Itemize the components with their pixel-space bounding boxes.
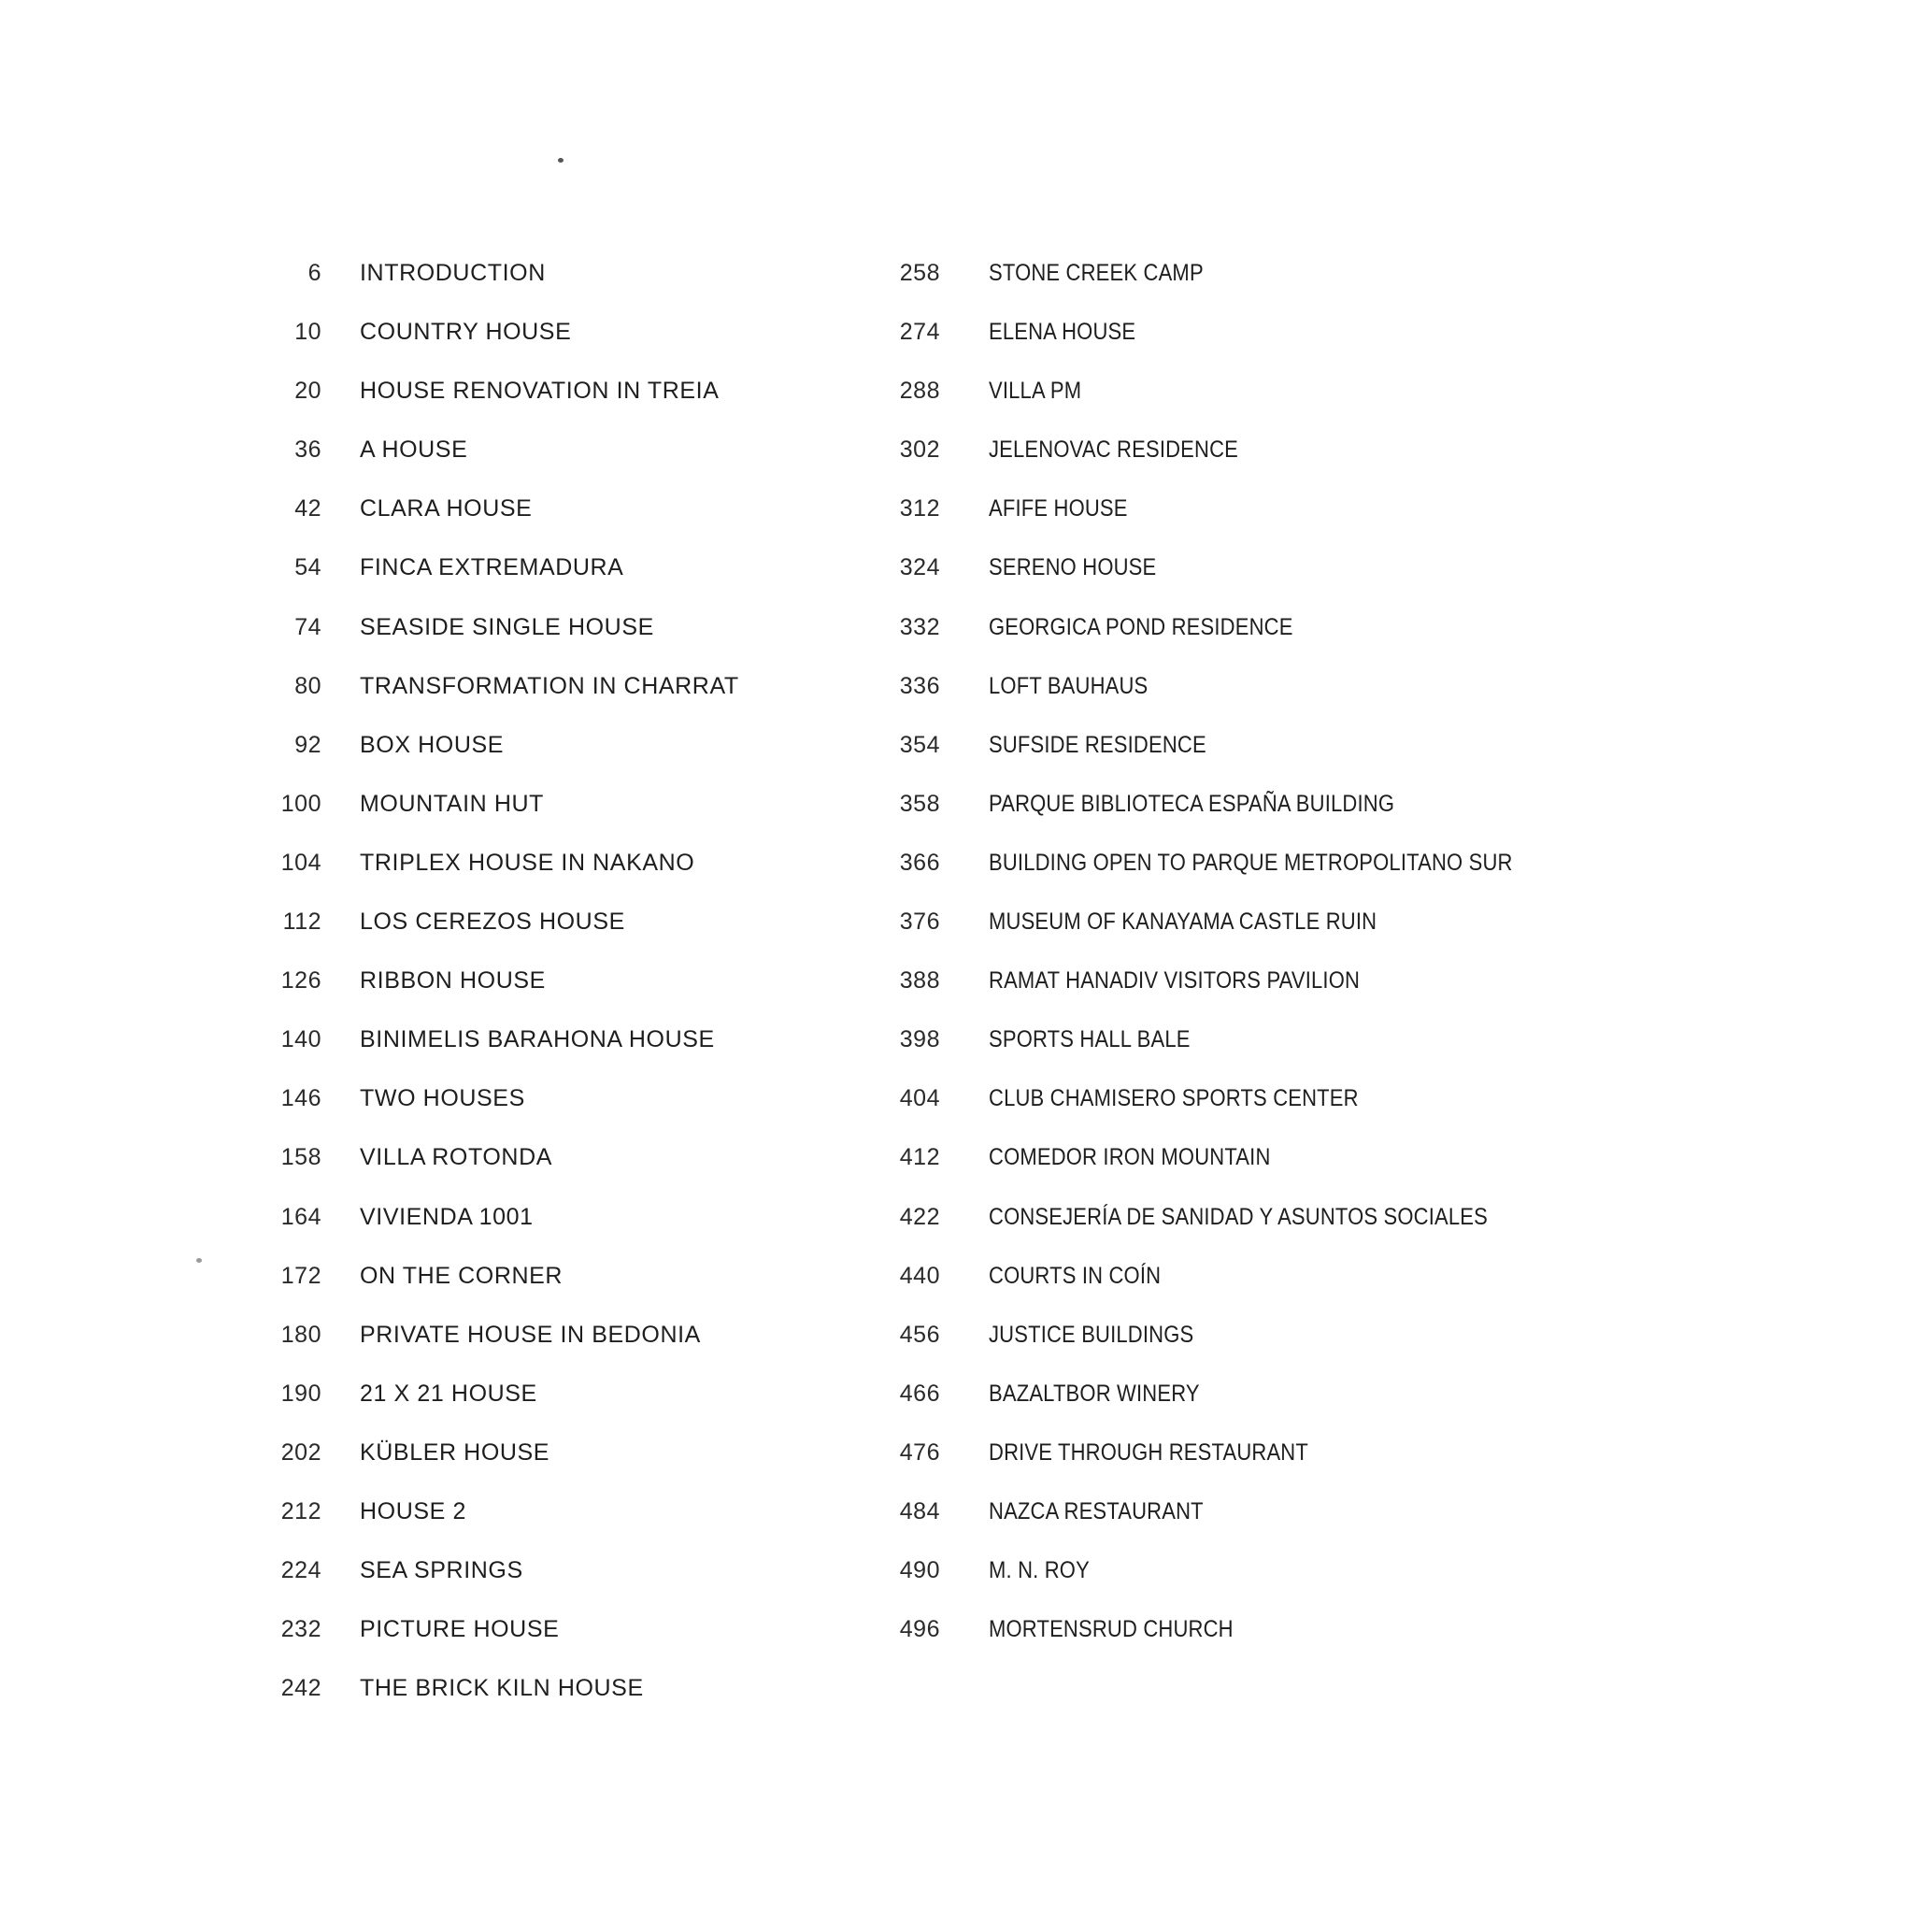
toc-entry (262, 724, 739, 783)
toc-entry-title: MUSEUM OF KANAYAMA CASTLE RUIN (989, 909, 1377, 936)
toc-page-number: 212 (280, 1497, 321, 1524)
toc-entry (878, 1078, 1584, 1137)
print-speck (558, 158, 564, 163)
toc-entry (878, 1314, 1584, 1373)
toc-entry (262, 311, 739, 370)
toc-entry-title: LOFT BAUHAUS (989, 672, 1149, 699)
toc-entry-title: SEA SPRINGS (360, 1557, 523, 1584)
toc-page-number: 466 (899, 1380, 940, 1407)
toc-page-number: 112 (282, 909, 321, 936)
toc-page-number: 490 (899, 1557, 940, 1584)
toc-entry (878, 488, 1584, 547)
toc-page-number: 496 (899, 1616, 940, 1643)
toc-entry-title: INTRODUCTION (360, 260, 546, 286)
toc-entry (878, 311, 1584, 370)
toc-page-number: 440 (899, 1262, 940, 1289)
toc-page-number: 258 (899, 260, 940, 286)
toc-entry-title: FINCA EXTREMADURA (360, 554, 624, 581)
toc-entry-title: COUNTRY HOUSE (360, 319, 572, 346)
toc-entry (878, 842, 1584, 901)
toc-entry-title: M. N. ROY (989, 1557, 1090, 1584)
toc-entry (262, 1019, 739, 1078)
toc-page-number: 180 (280, 1321, 321, 1348)
toc-page-number: 10 (294, 319, 321, 346)
toc-entry-title: COMEDOR IRON MOUNTAIN (989, 1144, 1271, 1171)
toc-entry (878, 1432, 1584, 1491)
toc-entry-title: GEORGICA POND RESIDENCE (989, 613, 1293, 640)
toc-entry-title: SPORTS HALL BALE (989, 1026, 1191, 1053)
toc-entry-title: BAZALTBOR WINERY (989, 1380, 1200, 1407)
toc-entry (262, 783, 739, 842)
toc-entry (262, 960, 739, 1019)
toc-left-column (262, 252, 739, 1726)
toc-page-number: 6 (307, 260, 321, 286)
toc-page-number: 158 (280, 1144, 321, 1171)
toc-entry-title: ELENA HOUSE (989, 319, 1136, 346)
toc-entry (262, 1550, 739, 1609)
toc-page-number: 404 (899, 1085, 940, 1112)
toc-entry (878, 783, 1584, 842)
toc-entry (878, 370, 1584, 429)
toc-entry (262, 1491, 739, 1550)
toc-entry-title: PRIVATE HOUSE IN BEDONIA (360, 1321, 701, 1348)
toc-entry (878, 1491, 1584, 1550)
toc-page-number: 202 (280, 1438, 321, 1466)
toc-entry (262, 1255, 739, 1314)
toc-page-number: 190 (280, 1380, 321, 1407)
toc-page-number: 376 (899, 909, 940, 936)
toc-entry (878, 1373, 1584, 1432)
toc-page-number: 358 (899, 790, 940, 817)
toc-entry-title: JUSTICE BUILDINGS (989, 1321, 1194, 1348)
toc-entry-title: TWO HOUSES (360, 1085, 525, 1112)
toc-entry (262, 488, 739, 547)
toc-entry-title: VILLA PM (989, 378, 1082, 405)
toc-entry-title: COURTS IN COÍN (989, 1262, 1162, 1289)
toc-entry (878, 960, 1584, 1019)
toc-page-number: 42 (294, 495, 321, 522)
toc-entry-title: AFIFE HOUSE (989, 495, 1128, 522)
toc-right-column (878, 252, 1584, 1667)
toc-page-number: 36 (294, 436, 321, 464)
toc-page-number: 74 (294, 613, 321, 640)
toc-entry (878, 429, 1584, 488)
toc-page-number: 388 (899, 967, 940, 995)
toc-entry (878, 665, 1584, 724)
toc-entry (262, 607, 739, 665)
toc-page-number: 354 (899, 731, 940, 758)
toc-entry-title: SUFSIDE RESIDENCE (989, 731, 1206, 758)
toc-entry-title: 21 X 21 HOUSE (360, 1380, 537, 1407)
toc-entry (878, 1255, 1584, 1314)
toc-page-number: 398 (899, 1026, 940, 1053)
toc-entry-title: JELENOVAC RESIDENCE (989, 436, 1239, 464)
toc-entry-title: A HOUSE (360, 436, 468, 464)
toc-entry-title: ON THE CORNER (360, 1262, 564, 1289)
toc-entry (878, 547, 1584, 606)
toc-entry-title: RAMAT HANADIV VISITORS PAVILION (989, 967, 1361, 995)
toc-page-number: 476 (899, 1438, 940, 1466)
toc-entry-title: CLUB CHAMISERO SPORTS CENTER (989, 1085, 1359, 1112)
toc-entry-title: KÜBLER HOUSE (360, 1438, 550, 1466)
toc-entry (262, 1314, 739, 1373)
toc-entry (262, 665, 739, 724)
toc-entry-title: VIVIENDA 1001 (360, 1203, 534, 1230)
toc-entry-title: HOUSE 2 (360, 1497, 466, 1524)
toc-entry-title: LOS CEREZOS HOUSE (360, 909, 625, 936)
toc-entry (262, 1609, 739, 1667)
toc-entry (262, 370, 739, 429)
toc-page-number: 456 (899, 1321, 940, 1348)
toc-entry-title: THE BRICK KILN HOUSE (360, 1675, 644, 1702)
toc-entry (262, 1373, 739, 1432)
toc-page-number: 100 (280, 790, 321, 817)
toc-entry (262, 1078, 739, 1137)
toc-entry-title: PARQUE BIBLIOTECA ESPAÑA BUILDING (989, 790, 1395, 817)
toc-page-number: 412 (899, 1144, 940, 1171)
toc-page-number: 422 (899, 1203, 940, 1230)
toc-entry-title: VILLA ROTONDA (360, 1144, 553, 1171)
toc-entry (878, 901, 1584, 960)
toc-entry (262, 1137, 739, 1195)
toc-entry-title: SERENO HOUSE (989, 554, 1157, 581)
toc-page-number: 224 (280, 1557, 321, 1584)
toc-page-number: 164 (280, 1203, 321, 1230)
toc-entry-title: BOX HOUSE (360, 731, 505, 758)
toc-page-number: 172 (280, 1262, 321, 1289)
toc-entry (262, 842, 739, 901)
toc-entry-title: RIBBON HOUSE (360, 967, 546, 995)
toc-entry-title: DRIVE THROUGH RESTAURANT (989, 1438, 1309, 1466)
toc-entry-title: BINIMELIS BARAHONA HOUSE (360, 1026, 715, 1053)
toc-page-number: 140 (280, 1026, 321, 1053)
toc-page-number: 302 (899, 436, 940, 464)
toc-entry (878, 1196, 1584, 1255)
toc-page-number: 126 (280, 967, 321, 995)
toc-entry-title: HOUSE RENOVATION IN TREIA (360, 378, 720, 405)
toc-page-number: 20 (294, 378, 321, 405)
toc-entry-title: TRANSFORMATION IN CHARRAT (360, 672, 739, 699)
toc-page-number: 92 (294, 731, 321, 758)
toc-entry (878, 1609, 1584, 1667)
toc-entry-title: PICTURE HOUSE (360, 1616, 560, 1643)
toc-page-number: 54 (294, 554, 321, 581)
toc-page-number: 232 (280, 1616, 321, 1643)
toc-entry (878, 1550, 1584, 1609)
toc-page-number: 274 (899, 319, 940, 346)
toc-entry (262, 429, 739, 488)
toc-entry (262, 1196, 739, 1255)
toc-entry (878, 1137, 1584, 1195)
toc-entry (878, 607, 1584, 665)
toc-page-number: 332 (899, 613, 940, 640)
toc-entry (878, 1019, 1584, 1078)
toc-entry-title: CLARA HOUSE (360, 495, 533, 522)
toc-page-number: 146 (280, 1085, 321, 1112)
toc-page-number: 104 (280, 849, 321, 876)
toc-page-number: 484 (899, 1497, 940, 1524)
toc-page-number: 288 (899, 378, 940, 405)
toc-entry (262, 901, 739, 960)
toc-entry (262, 1667, 739, 1726)
toc-entry (262, 252, 739, 311)
toc-page-number: 80 (294, 672, 321, 699)
toc-page-number: 366 (899, 849, 940, 876)
toc-page-number: 312 (899, 495, 940, 522)
toc-entry (878, 724, 1584, 783)
toc-entry (262, 1432, 739, 1491)
toc-page-number: 242 (280, 1675, 321, 1702)
toc-entry-title: MOUNTAIN HUT (360, 790, 544, 817)
toc-entry-title: BUILDING OPEN TO PARQUE METROPOLITANO SUR (989, 849, 1513, 876)
toc-entry-title: TRIPLEX HOUSE IN NAKANO (360, 849, 695, 876)
toc-entry-title: NAZCA RESTAURANT (989, 1497, 1204, 1524)
toc-page-number: 336 (899, 672, 940, 699)
toc-entry (262, 547, 739, 606)
toc-page-number: 324 (899, 554, 940, 581)
toc-entry-title: CONSEJERÍA DE SANIDAD Y ASUNTOS SOCIALES (989, 1203, 1488, 1230)
toc-entry-title: STONE CREEK CAMP (989, 260, 1204, 286)
print-speck (196, 1258, 202, 1263)
toc-entry (878, 252, 1584, 311)
toc-entry-title: SEASIDE SINGLE HOUSE (360, 613, 654, 640)
toc-entry-title: MORTENSRUD CHURCH (989, 1616, 1234, 1643)
